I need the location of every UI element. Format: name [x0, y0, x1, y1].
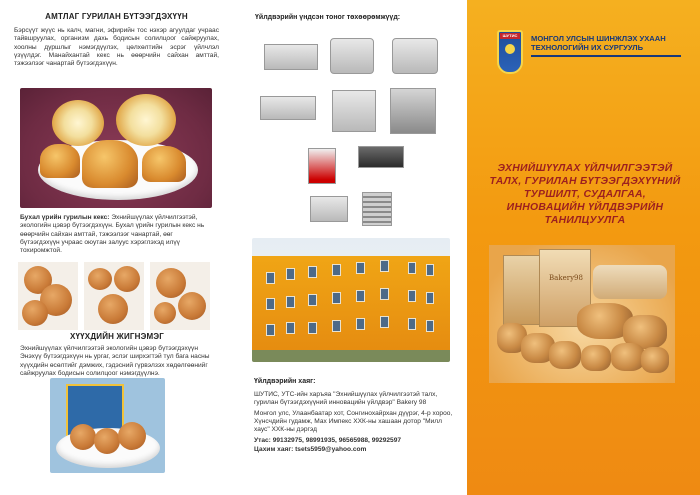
- address-line-1: ШУТИС, УТС-ийн харъяа "Эхнийшүүлах үйлчилгээтэй талх, гурилан бүтээгдэхүүний инновацийн үйлдвэр" Bakery 98: [254, 391, 438, 407]
- window: [266, 324, 275, 336]
- bread-brand-label: Bakery98: [549, 274, 583, 282]
- window: [380, 288, 389, 300]
- cookie-photo: [150, 262, 210, 330]
- emblem-sun: [505, 44, 515, 54]
- window: [332, 320, 341, 332]
- right-cover-panel: [467, 0, 700, 495]
- convection-oven: [332, 90, 376, 132]
- para-kids-biscuit: Эхнийшүүлах үйлчилгээтэй экологийн цэвэр бүтээгдэхүүн Энэхүү бүтээгдэхүүн нь ургаг, эслэг ширхэгтэй тул бага насны хүүхдийн өсөлтийг дэмжих, гэдэсний гүрвэлзэх хөдөлгөөнийг сайжруулах бодисын солилцоог нэмэгдүүлнэ.: [20, 345, 210, 377]
- buckwheat-title: Бухал үрийн гурилын кекс:: [20, 214, 110, 221]
- bread-loaf: [593, 265, 667, 299]
- window: [426, 264, 434, 276]
- address-heading: Үйлдвэрийн хаяг:: [254, 378, 316, 385]
- biscuit: [70, 424, 96, 450]
- window: [426, 320, 434, 332]
- brochure-title: ЭХНИЙШҮҮЛАХ ҮЙЛЧИЛГЭЭТЭЙ ТАЛХ, ГУРИЛАН БҮТЭЭГДЭХҮҮНИЙ ТУРШИЛТ, СУДАЛГАА, ИННОВАЦИЙН ҮЙЛДВЭРИЙН ТАНИЛЦУУЛГА: [489, 163, 681, 226]
- cookie: [88, 268, 112, 290]
- emblem-tag: ШУТИС: [500, 33, 520, 39]
- cookie: [98, 294, 128, 324]
- window: [408, 262, 416, 274]
- window: [380, 260, 389, 272]
- divider: [531, 55, 681, 57]
- window: [356, 262, 365, 274]
- address-line-2: Монгол улс, Улаанбаатар хот, Сонгинохайрхан дүүрэг, 4-р хороо, Хүнсчдийн гудамж, Мах Импекс ХХК-ны хашаан дотор "Милл хаус" ХХК-ны дэргэд: [254, 409, 453, 434]
- buckwheat-section: [20, 214, 214, 255]
- window: [266, 272, 275, 284]
- planetary-mixer: [308, 148, 336, 184]
- email-address: Цахим хаяг: tsets5959@yahoo.com: [254, 445, 367, 453]
- bread-slice: [641, 347, 669, 373]
- window: [308, 266, 317, 278]
- equipment-heading: Үйлдвэрийн үндсэн тоног төхөөрөмжүүд:: [255, 14, 401, 21]
- window: [332, 292, 341, 304]
- bread-slice: [581, 345, 611, 371]
- cookie: [156, 268, 186, 298]
- cake-roll-photo: [20, 88, 212, 208]
- heading-kids-biscuit: ХҮҮХДИЙН ЖИГНЭМЭГ: [69, 332, 165, 341]
- window: [308, 322, 317, 334]
- cookie: [154, 302, 176, 324]
- cake-roll: [116, 94, 176, 146]
- window: [356, 318, 365, 330]
- window: [286, 296, 295, 308]
- factory-building-photo: [252, 238, 450, 362]
- muffin: [82, 140, 138, 188]
- bowl-mixer-machine: [392, 38, 438, 74]
- para-sweet-pastry: Бэрсүүт жүүс нь калч, магни, эфирийн тос нэхэр агуулдаг учраас тайвшруулах, организм дахь бодисын солилцоог сайжруулах, хоолны дуршлыг нэмэгдүүлэх, цөлхөлтийн эсрэг үйлчлэл үзүүлдэг. Манайхантай кекс нь өөөрчийн сайхан амттай, тэжээлээг чанартай бүтээгдэхүүн.: [14, 27, 219, 68]
- building-facade: [252, 256, 450, 356]
- kids-biscuit-section: [20, 332, 214, 378]
- biscuit-box-photo: [50, 378, 165, 473]
- bread-slice: [549, 341, 581, 369]
- dough-mixer-machine: [330, 38, 374, 74]
- buckwheat-text: Эхнийшүүлах үйлчилгээтэй, экологийн цэвэр бүтээгдэхүүн. Бухал үрийн гурилын кекс нь өөөрчийн сайхан амттай, тэжээлээг чанартай, өөг бүтээгдэхүүн учраас оюутан залуус хэрэглэхэд илүү тохиромжтой.: [20, 214, 205, 255]
- window: [332, 264, 341, 276]
- window: [266, 298, 275, 310]
- cookie: [178, 292, 206, 320]
- cookie: [114, 266, 140, 292]
- window: [380, 316, 389, 328]
- dough-divider-machine: [310, 196, 348, 222]
- window: [356, 290, 365, 302]
- dough-sheeter-machine: [264, 44, 318, 70]
- heading-sweet-pastry: АМТЛАГ ГУРИЛАН БҮТЭЭГДЭХҮҮН: [45, 12, 188, 21]
- deck-oven: [358, 146, 404, 168]
- cookie-photo: [18, 262, 78, 330]
- window: [308, 294, 317, 306]
- address-block: [254, 378, 458, 454]
- proofer-conveyor-machine: [260, 96, 316, 120]
- biscuit: [94, 428, 120, 454]
- bread-assortment-photo: [489, 245, 675, 383]
- university-logo-block: [497, 28, 677, 80]
- biscuit: [118, 422, 146, 450]
- cookie-photo: [84, 262, 144, 330]
- phone-numbers: Утас: 99132975, 98991935, 96565988, 99292597: [254, 437, 402, 445]
- muffin: [142, 146, 186, 182]
- cookie: [22, 300, 48, 326]
- rotary-rack-oven: [390, 88, 436, 134]
- ground: [252, 350, 450, 362]
- bread-slice: [611, 343, 645, 371]
- window: [426, 292, 434, 304]
- university-name: МОНГОЛ УЛСЫН ШИНЖЛЭХ УХААН ТЕХНОЛОГИЙН ИХ СУРГУУЛЬ: [531, 34, 666, 52]
- baking-rack: [362, 192, 392, 226]
- window: [286, 268, 295, 280]
- window: [286, 322, 295, 334]
- window: [408, 318, 416, 330]
- university-emblem-icon: [497, 30, 523, 74]
- window: [408, 290, 416, 302]
- muffin: [40, 144, 80, 178]
- cake-roll: [52, 100, 104, 146]
